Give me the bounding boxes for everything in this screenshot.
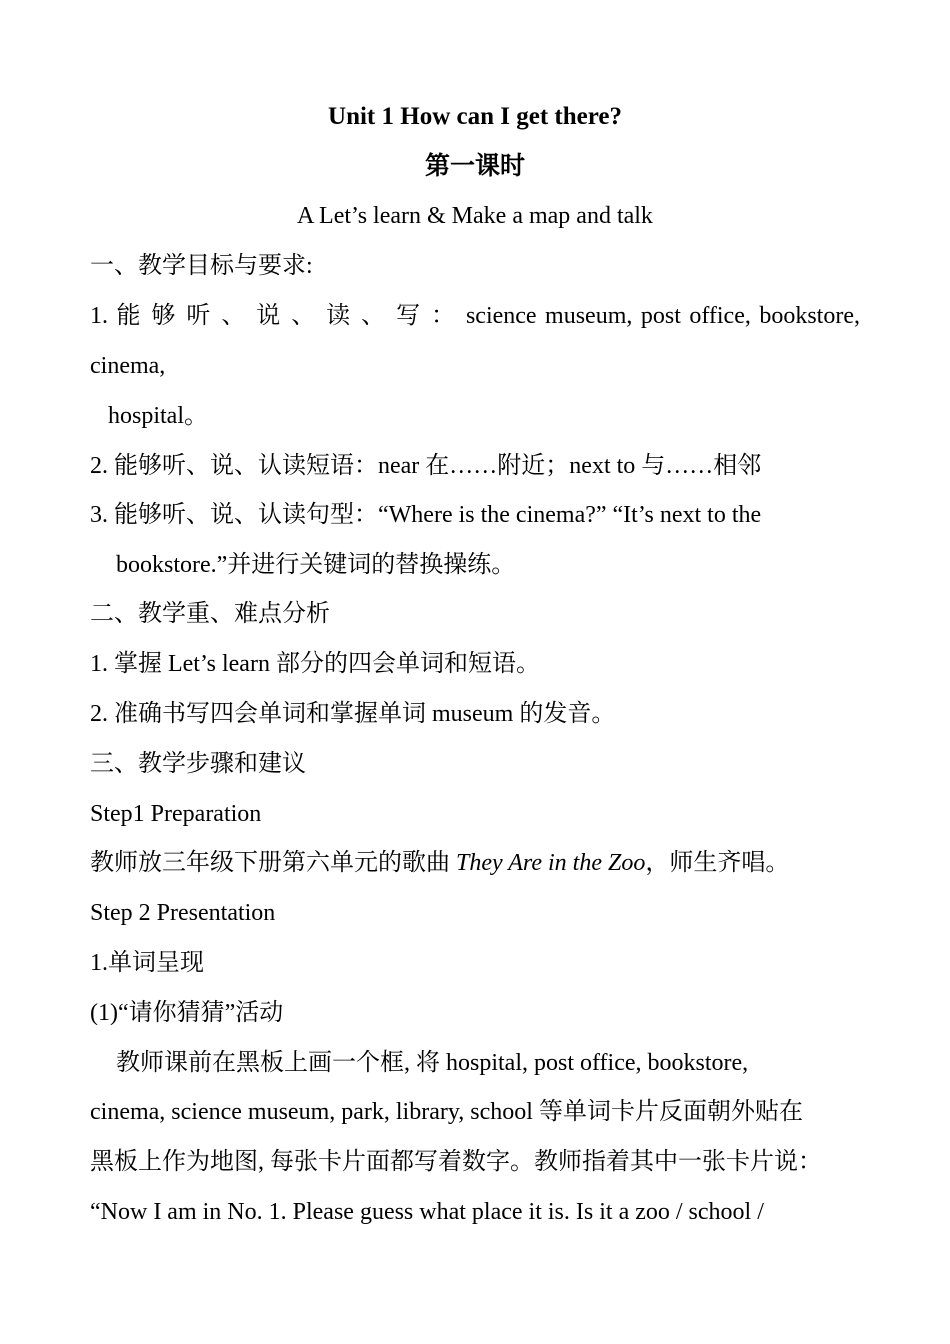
- paragraph-line-2: cinema, science museum, park, library, school 等单词卡片反面朝外贴在: [90, 1099, 803, 1125]
- section-heading-key-points: 二、教学重、难点分析: [90, 601, 330, 627]
- section-heading-goals: 一、教学目标与要求:: [90, 253, 313, 279]
- step1-text: [90, 848, 860, 878]
- paragraph-line-3: 黑板上作为地图, 每张卡片面都写着数字。教师指着其中一张卡片说：: [90, 1149, 822, 1175]
- step1-heading: Step1 Preparation: [90, 801, 262, 827]
- goal-item-3: 3. 能够听、说、认读句型：“Where is the cinema?” “It’s next to the: [90, 502, 762, 528]
- goal-item-2: 2. 能够听、说、认读短语：near 在……附近；next to 与……相邻: [90, 453, 762, 479]
- key-point-1: 1. 掌握 Let’s learn 部分的四会单词和短语。: [90, 651, 540, 677]
- sub-heading-words: 1.单词呈现: [90, 950, 204, 976]
- step1-text-a: 教师放三年级下册第六单元的歌曲: [90, 850, 456, 876]
- step1-text-b: ，师生齐唱。: [645, 850, 790, 876]
- section-heading-steps: 三、教学步骤和建议: [90, 751, 306, 777]
- paragraph-line-1: 教师课前在黑板上画一个框, 将 hospital, post office, bookstore,: [116, 1050, 749, 1076]
- paragraph-line-4: “Now I am in No. 1. Please guess what place it is. Is it a zoo / school /: [90, 1199, 764, 1225]
- part-title: A Let’s learn & Make a map and talk: [297, 203, 653, 229]
- activity-heading: (1)“请你猜猜”活动: [90, 1000, 284, 1026]
- goal-item-1: 1. 能 够 听 、 说 、 读 、 写 ： science museum, post office, bookstore,: [90, 303, 860, 329]
- goal-item-1-cont: cinema,: [90, 353, 166, 379]
- goal-item-3-cont: bookstore.”并进行关键词的替换操练。: [116, 552, 516, 578]
- lesson-title: 第一课时: [424, 151, 525, 180]
- step2-heading: Step 2 Presentation: [90, 900, 276, 926]
- song-title: They Are in the Zoo: [456, 850, 646, 876]
- goal-item-1-cont2: hospital。: [108, 403, 208, 429]
- unit-title: Unit 1 How can I get there?: [328, 103, 622, 130]
- key-point-2: 2. 准确书写四会单词和掌握单词 museum 的发音。: [90, 701, 616, 727]
